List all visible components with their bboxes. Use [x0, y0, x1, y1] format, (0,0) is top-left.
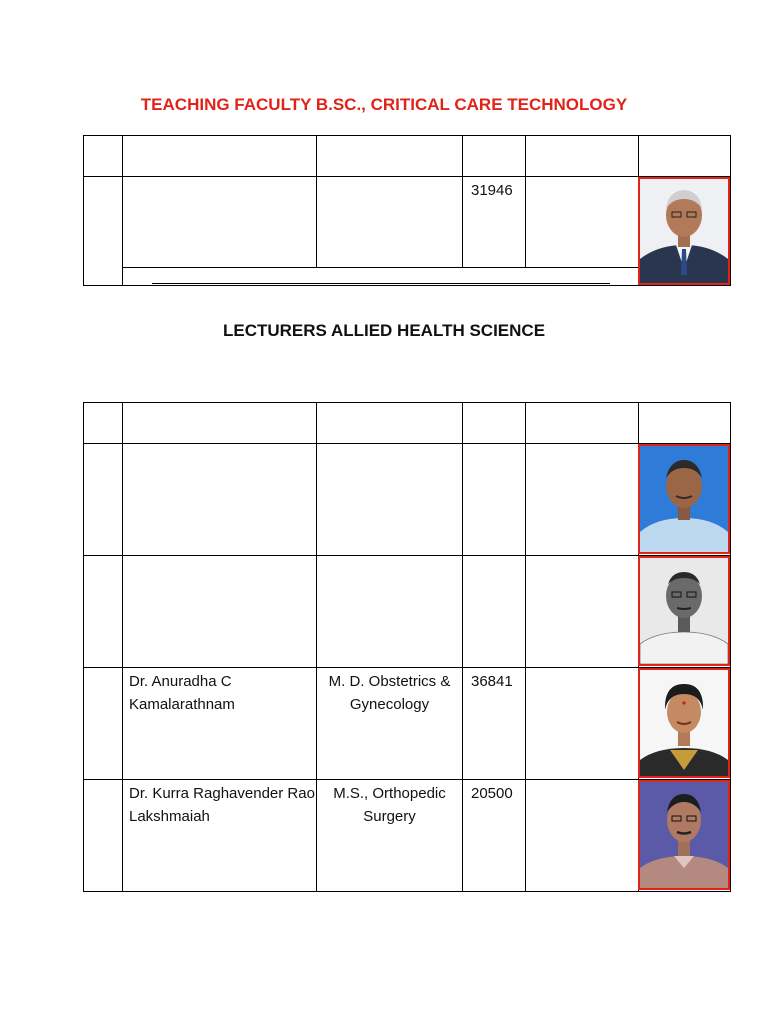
table-row: [84, 444, 731, 556]
lecturer-qualification: [317, 444, 463, 556]
lecturer-name: [123, 556, 317, 668]
lecturer-qualification: M. D. Obstetrics & Gynecology: [317, 668, 463, 780]
faculty-photo: [638, 177, 730, 285]
lecturer-photo: [638, 444, 730, 554]
divider: [152, 283, 610, 284]
lecturer-photo: [638, 780, 730, 890]
reg-number: 36841: [463, 668, 526, 780]
reg-number: [463, 556, 526, 668]
lecturer-photo: [638, 556, 730, 666]
table-row: [84, 556, 731, 668]
page-title: TEACHING FACULTY B.SC., CRITICAL CARE TECHNOLOGY: [140, 95, 628, 114]
lecturer-name: Dr. Anuradha C Kamalarathnam: [123, 668, 317, 780]
table-header-row: [84, 136, 731, 177]
section-title: LECTURERS ALLIED HEALTH SCIENCE: [222, 321, 546, 340]
lecturers-table: [83, 402, 731, 892]
table-row: [84, 668, 731, 780]
table-row: [84, 177, 731, 268]
reg-number: [463, 444, 526, 556]
lecturer-qualification: M.S., Orthopedic Surgery: [317, 780, 463, 892]
lecturer-qualification: [317, 556, 463, 668]
lecturer-photo: [638, 668, 730, 778]
faculty-table: [83, 135, 731, 286]
lecturer-name: Dr. Kurra Raghavender Rao Lakshmaiah: [123, 780, 317, 892]
reg-number: 20500: [463, 780, 526, 892]
table-header-row: [84, 403, 731, 444]
lecturer-name: [123, 444, 317, 556]
reg-number: 31946: [463, 177, 526, 268]
table-row: [84, 780, 731, 892]
